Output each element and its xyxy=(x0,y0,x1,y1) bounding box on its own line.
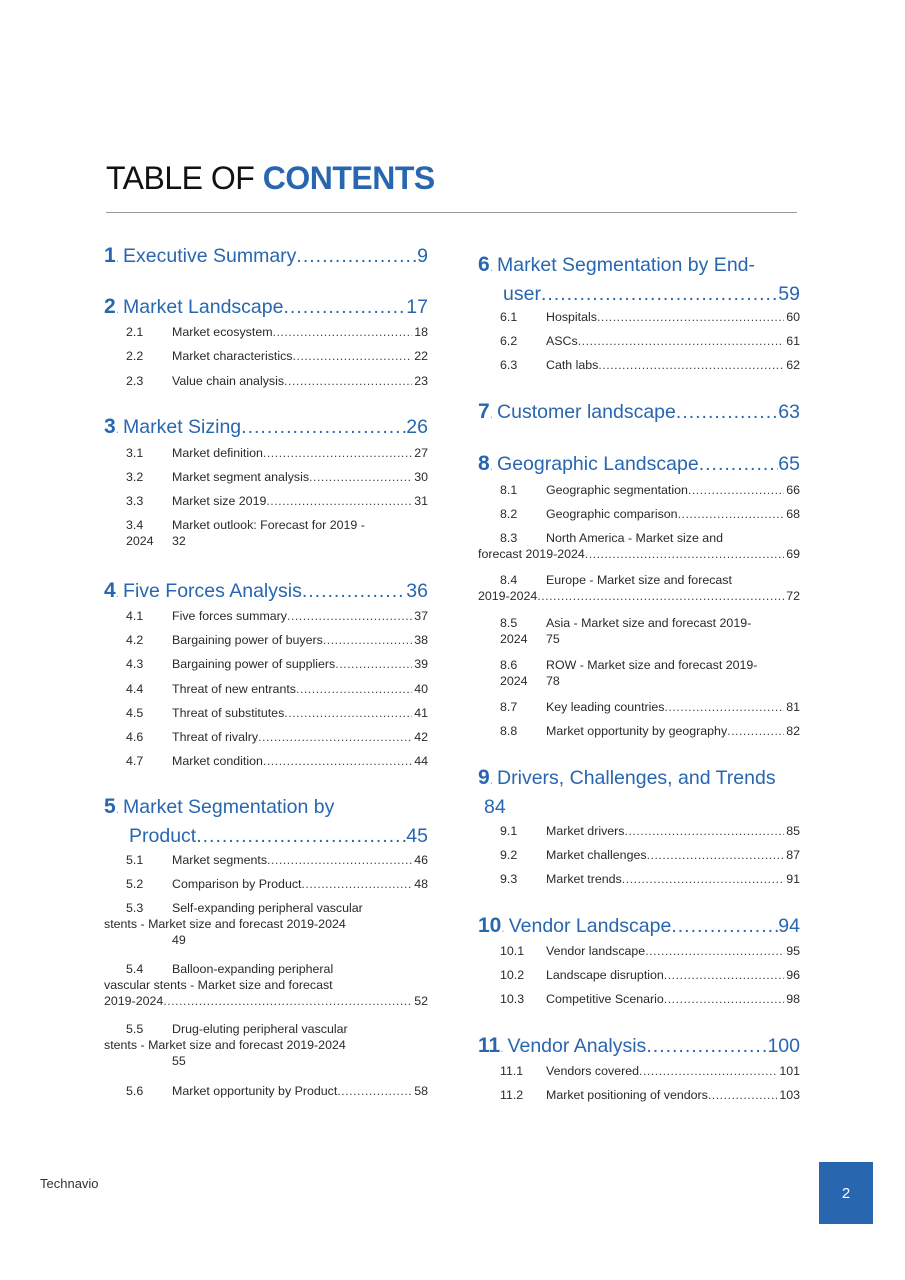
toc-item[interactable]: 5.3 Self-expanding peripheral vascular stents - Market size and forecast 2019-2024 49 xyxy=(104,901,363,947)
toc-item[interactable]: 4.1 Five forces summary ..... 37 xyxy=(126,608,428,624)
toc-item[interactable]: 4.3 Bargaining power of suppliers ..... 39 xyxy=(126,656,428,672)
toc-item[interactable]: 3.4 Market outlook: Forecast for 2019 - 2024 32 xyxy=(126,518,365,548)
toc-item[interactable]: 11.2 Market positioning of vendors ..... 103 xyxy=(500,1087,800,1103)
toc-item[interactable]: 6.2 ASCs ..... 61 xyxy=(500,333,800,349)
toc-section-7[interactable]: 7 . Customer landscape ..... 63 xyxy=(478,398,800,428)
title-accent: CONTENTS xyxy=(262,160,435,196)
toc-item[interactable]: 4.6 Threat of rivalry ..... 42 xyxy=(126,729,428,745)
toc-section-5[interactable]: 5 . Market Segmentation by Product ..... 45 xyxy=(104,793,428,850)
toc-item[interactable]: 6.1 Hospitals ..... 60 xyxy=(500,309,800,325)
toc-item[interactable]: 11.1 Vendors covered ..... 101 xyxy=(500,1063,800,1079)
toc-item[interactable]: 4.7 Market condition ..... 44 xyxy=(126,753,428,769)
toc-item[interactable]: 8.3 North America - Market size and forecast 2019-2024 ..... 69 xyxy=(500,530,800,562)
toc-item[interactable]: 3.2 Market segment analysis ..... 30 xyxy=(126,469,428,485)
title-plain: TABLE OF xyxy=(106,160,255,196)
toc-item[interactable]: 8.2 Geographic comparison ..... 68 xyxy=(500,506,800,522)
toc-item[interactable]: 8.8 Market opportunity by geography ..... 82 xyxy=(500,723,800,739)
toc-item[interactable]: 8.7 Key leading countries ..... 81 xyxy=(500,699,800,715)
toc-item[interactable]: 8.1 Geographic segmentation ..... 66 xyxy=(500,482,800,498)
toc-item[interactable]: 5.6 Market opportunity by Product ..... 58 xyxy=(126,1083,428,1099)
toc-item[interactable]: 2.2 Market characteristics ..... 22 xyxy=(126,348,428,364)
toc-item[interactable]: 10.2 Landscape disruption ..... 96 xyxy=(500,967,800,983)
toc-section-4[interactable]: 4 . Five Forces Analysis ..... 36 xyxy=(104,577,428,607)
toc-item[interactable]: 4.4 Threat of new entrants ..... 40 xyxy=(126,681,428,697)
toc-section-2[interactable]: 2 . Market Landscape ..... 17 xyxy=(104,293,428,323)
toc-section-6[interactable]: 6 . Market Segmentation by End- user ..... 59 xyxy=(478,251,800,308)
toc-item[interactable]: 8.6 ROW - Market size and forecast 2019- 2024 78 xyxy=(500,658,758,688)
toc-item[interactable]: 3.3 Market size 2019 ..... 31 xyxy=(126,493,428,509)
toc-section-1[interactable]: 1 . Executive Summary ..... 9 xyxy=(104,242,428,272)
toc-item[interactable]: 9.2 Market challenges ..... 87 xyxy=(500,847,800,863)
toc-item[interactable]: 9.1 Market drivers ..... 85 xyxy=(500,823,800,839)
toc-item[interactable]: 2.1 Market ecosystem ..... 18 xyxy=(126,324,428,340)
toc-item[interactable]: 5.2 Comparison by Product ..... 48 xyxy=(126,876,428,892)
toc-item[interactable]: 3.1 Market definition ..... 27 xyxy=(126,445,428,461)
footer-brand: Technavio xyxy=(40,1176,99,1191)
toc-item[interactable]: 4.5 Threat of substitutes ..... 41 xyxy=(126,705,428,721)
toc-item[interactable]: 8.4 Europe - Market size and forecast 2019-2024 ..... 72 xyxy=(500,572,800,604)
toc-item[interactable]: 5.4 Balloon-expanding peripheral vascular stents - Market size and forecast 2019-2024 ..... 52 xyxy=(126,961,428,1009)
toc-item[interactable]: 10.1 Vendor landscape ..... 95 xyxy=(500,943,800,959)
toc-item[interactable]: 5.1 Market segments ..... 46 xyxy=(126,852,428,868)
toc-item[interactable]: 8.5 Asia - Market size and forecast 2019- 2024 75 xyxy=(500,616,752,646)
toc-item[interactable]: 6.3 Cath labs ..... 62 xyxy=(500,357,800,373)
title-divider xyxy=(106,212,797,213)
toc-item[interactable]: 10.3 Competitive Scenario ..... 98 xyxy=(500,991,800,1007)
page-title xyxy=(106,160,435,197)
toc-section-11[interactable]: 11 . Vendor Analysis ..... 100 xyxy=(478,1032,800,1062)
toc-section-9[interactable]: 9 . Drivers, Challenges, and Trends 84 xyxy=(478,766,776,818)
toc-item[interactable]: 5.5 Drug-eluting peripheral vascular stents - Market size and forecast 2019-2024 55 xyxy=(104,1022,348,1068)
toc-item[interactable]: 4.2 Bargaining power of buyers ..... 38 xyxy=(126,632,428,648)
toc-item[interactable]: 9.3 Market trends ..... 91 xyxy=(500,871,800,887)
toc-section-8[interactable]: 8 . Geographic Landscape ..... 65 xyxy=(478,450,800,480)
page-number-badge: 2 xyxy=(819,1162,873,1224)
toc-section-10[interactable]: 10 . Vendor Landscape ..... 94 xyxy=(478,912,800,942)
toc-item[interactable]: 2.3 Value chain analysis ..... 23 xyxy=(126,373,428,389)
toc-section-3[interactable]: 3 . Market Sizing ..... 26 xyxy=(104,413,428,443)
